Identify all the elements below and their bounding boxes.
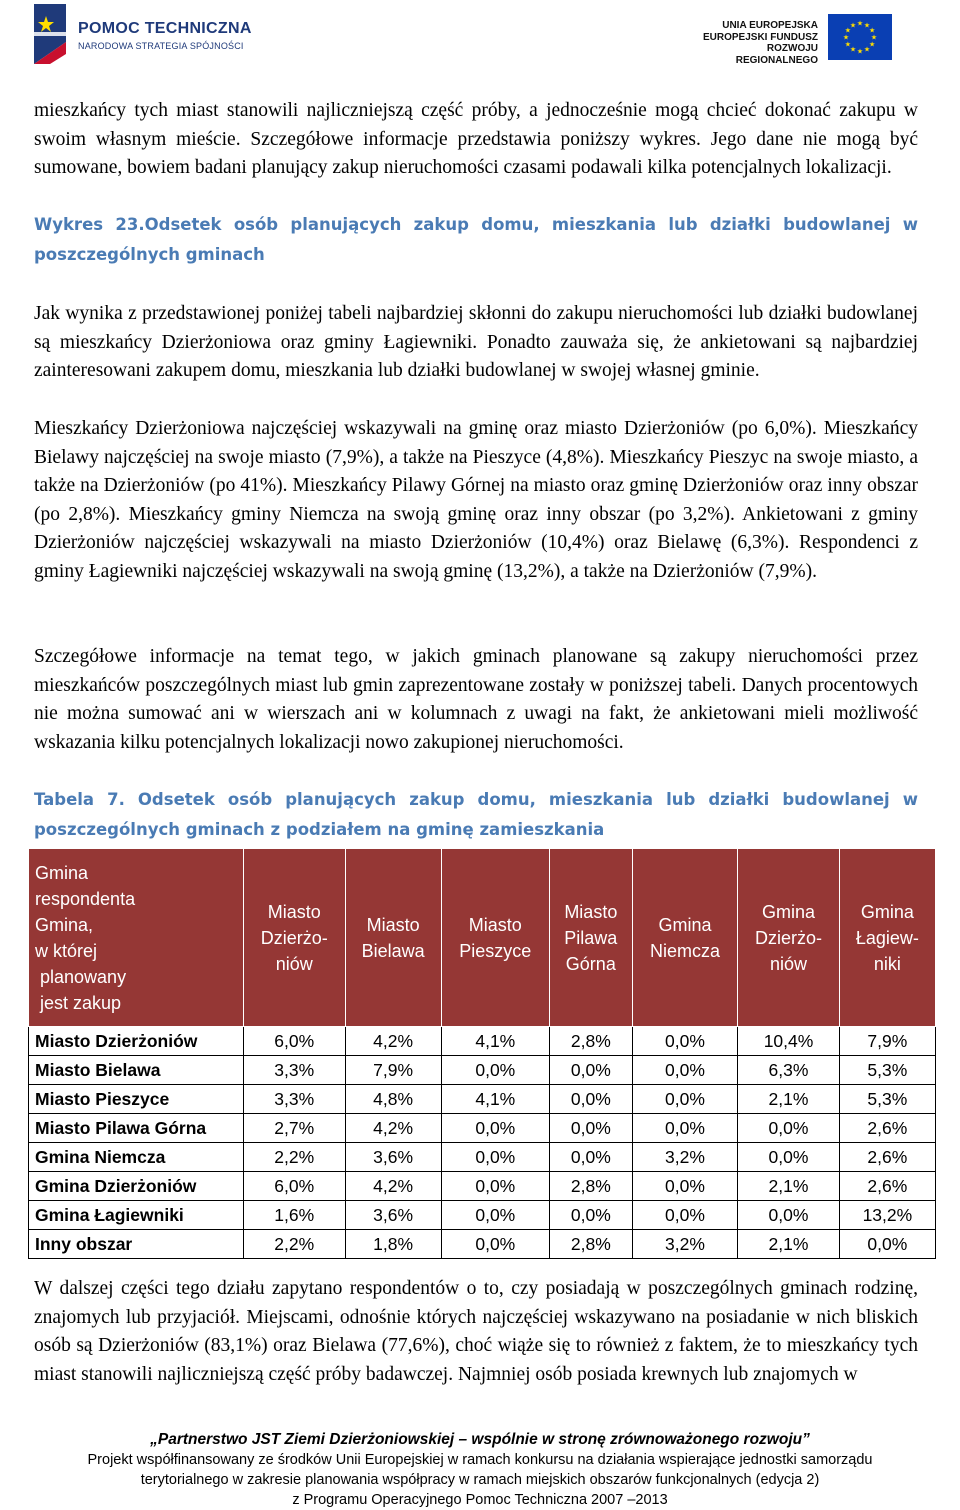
column-header: [345, 849, 441, 1027]
pomoc-techniczna-logo: [26, 2, 266, 66]
column-header: [441, 849, 549, 1027]
eu-star-icon: ★: [863, 45, 871, 54]
intro-paragraph: mieszkańcy tych miast stanowili najliczniejszą część próby, a jednocześnie mogą chcieć dokonać zakupu w swoim własnym mieście. Szczegółowe informacje przedstawia poniższy wykres. Jego dane nie mogą być sumowane, bowiem badani planujący zakup nieruchomości czasami podawali kilka potencjalnych lokalizacji.: [34, 100, 918, 178]
table-cell: 0,0%: [632, 1056, 738, 1085]
table-cell: 4,2%: [345, 1114, 441, 1143]
footer-line-4: z Programu Operacyjnego Pomoc Techniczna 2007 –2013: [292, 1492, 668, 1508]
table-cell: 2,7%: [244, 1114, 346, 1143]
data-table: [28, 848, 936, 1259]
table-cell: 0,0%: [738, 1114, 840, 1143]
table-cell: 4,2%: [345, 1027, 441, 1056]
table-cell: 4,1%: [441, 1027, 549, 1056]
eu-star-icon: ★: [870, 33, 878, 42]
table-cell: 2,2%: [244, 1143, 346, 1172]
paragraph-5: W dalszej części tego działu zapytano respondentów o to, czy posiadają w poszczególnych gminach rodzinę, znajomych lub przyjaciół. Miejscami, odnośnie których najczęściej wskazywano na posiadanie w nich bliskich osób są Dzierżoniów (83,1%) oraz Bielawa (77,6%), choć wiąże się to również z faktem, że to mieszkańcy tych miast stanowili najliczniejszą część próby badawczej. Najmniej osób posiada krewnych lub znajomych w: [34, 1278, 918, 1385]
eu-star-icon: ★: [849, 45, 857, 54]
table-cell: 0,0%: [549, 1143, 632, 1172]
paragraph-2: Jak wynika z przedstawionej poniżej tabeli najbardziej skłonni do zakupu nieruchomości lub działki budowlanej są mieszkańcy Dzierżoniowa oraz gminy Łagiewniki. Ponadto zauważa się, że ankietowani są najbardziej zainteresowani zakupem domu, mieszkania lub działki budowlanej w swojej własnej gminie.: [34, 303, 918, 381]
eu-star-icon: ★: [856, 19, 864, 28]
table-cell: 2,6%: [839, 1172, 935, 1201]
footer-line-2: Projekt współfinansowany ze środków Unii Europejskiej w ramach konkursu na działania wspierające jednostki samorządu: [87, 1452, 873, 1468]
row-label: Gmina Niemcza: [29, 1143, 244, 1172]
table-cell: 0,0%: [549, 1114, 632, 1143]
table-cell: 1,6%: [244, 1201, 346, 1230]
table-cell: 0,0%: [632, 1027, 738, 1056]
table-row: [29, 1230, 936, 1259]
table-caption: Tabela 7. Odsetek osób planujących zakup domu, mieszkania lub działki budowlanej w poszczególnych gminach z podziałem na gminę zamieszkania: [34, 790, 918, 839]
eu-star-icon: ★: [844, 40, 852, 49]
table-cell: 3,2%: [632, 1143, 738, 1172]
table-cell: 2,1%: [738, 1085, 840, 1114]
column-header-line: Łagiew-: [855, 927, 919, 948]
eu-star-icon: ★: [844, 26, 852, 35]
eu-logo-line-3: ROZWOJU REGIONALNEGO: [735, 43, 818, 66]
column-header-line: Górna: [565, 953, 616, 974]
table-cell: 13,2%: [839, 1201, 935, 1230]
table-cell: 0,0%: [549, 1085, 632, 1114]
eu-logo: [686, 14, 906, 66]
table-cell: 6,0%: [244, 1172, 346, 1201]
table-cell: 1,8%: [345, 1230, 441, 1259]
paragraph-3: Mieszkańcy Dzierżoniowa najczęściej wskazywali na gminę oraz miasto Dzierżoniów (po 6,0%). Mieszkańcy Bielawy najczęściej na swoje miasto (7,9%), a także na Pieszyce (4,8%). Mieszkańcy Pieszyc na swoje miasto, a także na Dzierżoniów (po 41%). Mieszkańcy Pilawy Górnej na miasto oraz gminę Dzierżoniów oraz inny obszar (po 2,8%). Mieszkańcy gminy Niemcza na swoją gminę oraz inny obszar (po 3,2%). Ankietowani z gminy Dzierżoniów najczęściej wskazywali na miasto Dzierżoniów (10,4%) oraz Bielawę (6,3%). Respondenci z gminy Łagiewniki najczęściej wskazywali na swoją gminę (13,2%), a także na Dzierżoniów (7,9%).: [34, 418, 918, 582]
column-header: [839, 849, 935, 1027]
table-cell: 7,9%: [345, 1056, 441, 1085]
table-cell: 7,9%: [839, 1027, 935, 1056]
eu-star-icon: ★: [849, 21, 857, 30]
table-cell: 0,0%: [632, 1172, 738, 1201]
table-row: [29, 1172, 936, 1201]
table-cell: 4,2%: [345, 1172, 441, 1201]
table-cell: 0,0%: [441, 1201, 549, 1230]
table-cell: 2,8%: [549, 1172, 632, 1201]
logo-left-title: POMOC TECHNICZNA: [78, 20, 252, 37]
row-label: Miasto Bielawa: [29, 1056, 244, 1085]
table-cell: 0,0%: [549, 1201, 632, 1230]
table-cell: 2,1%: [738, 1230, 840, 1259]
table-cell: 2,2%: [244, 1230, 346, 1259]
table-cell: 0,0%: [441, 1230, 549, 1259]
table-row: [29, 1085, 936, 1114]
column-header: [632, 849, 738, 1027]
table-cell: 0,0%: [441, 1172, 549, 1201]
corner-header-line: planowany: [35, 966, 127, 987]
table-cell: 5,3%: [839, 1085, 935, 1114]
column-header-line: niów: [275, 953, 313, 974]
eu-logo-text: [686, 20, 818, 66]
column-header-line: Dzierżo-: [754, 927, 822, 948]
row-label: Gmina Dzierżoniów: [29, 1172, 244, 1201]
table-cell: 3,2%: [632, 1230, 738, 1259]
table-header-row: [29, 849, 936, 1027]
corner-header-line: Gmina,: [35, 914, 94, 935]
column-header-line: Pilawa: [564, 927, 618, 948]
eu-star-icon: ★: [868, 40, 876, 49]
table-row: [29, 1027, 936, 1056]
corner-header-line: Gmina: [35, 862, 89, 883]
corner-header-line: respondenta: [35, 888, 136, 909]
column-header: [738, 849, 840, 1027]
eu-star-icon: ★: [842, 33, 850, 42]
table-cell: 4,8%: [345, 1085, 441, 1114]
column-header-line: Gmina: [761, 901, 815, 922]
column-header-line: Pieszyce: [459, 940, 532, 961]
paragraph-4: Szczegółowe informacje na temat tego, w jakich gminach planowane są zakupy nieruchomości przez mieszkańców poszczególnych miast lub gmin zaprezentowane zostały w poniższej tabeli. Danych procentowych nie można sumować ani w wierszach ani w kolumnach z uwagi na fakt, że ankietowani mieli możliwość wskazania kilku potencjalnych lokalizacji nowo zakupionej nieruchomości.: [34, 646, 918, 753]
column-header-line: niów: [769, 953, 808, 974]
table-cell: 2,8%: [549, 1230, 632, 1259]
table-cell: 6,3%: [738, 1056, 840, 1085]
corner-header-line: jest zakup: [35, 992, 122, 1013]
row-label: Miasto Pieszyce: [29, 1085, 244, 1114]
table-cell: 0,0%: [632, 1114, 738, 1143]
column-header-line: Gmina: [658, 914, 712, 935]
table-cell: 2,6%: [839, 1114, 935, 1143]
nss-emblem-icon: [26, 2, 74, 66]
column-header-line: Miasto: [366, 914, 420, 935]
row-label: Gmina Łagiewniki: [29, 1201, 244, 1230]
row-label: Miasto Dzierżoniów: [29, 1027, 244, 1056]
footer-line-3: terytorialnego w zakresie planowania współpracy w ramach miejskich obszarów funkcjonalnych (edycja 2): [140, 1472, 820, 1488]
column-header-line: niki: [873, 953, 901, 974]
column-header: [244, 849, 346, 1027]
table-cell: 0,0%: [738, 1201, 840, 1230]
table-cell: 0,0%: [632, 1201, 738, 1230]
table-cell: 2,8%: [549, 1027, 632, 1056]
eu-logo-line-1: UNIA EUROPEJSKA: [722, 20, 818, 31]
eu-star-icon: ★: [856, 47, 864, 56]
table-cell: 3,3%: [244, 1056, 346, 1085]
figure-caption: Wykres 23.Odsetek osób planujących zakup domu, mieszkania lub działki budowlanej w poszczególnych gminach: [34, 215, 918, 264]
corner-header: [29, 849, 244, 1027]
column-header-line: Niemcza: [649, 940, 720, 961]
table-cell: 0,0%: [441, 1114, 549, 1143]
table-cell: 0,0%: [441, 1143, 549, 1172]
corner-header-line: w której: [35, 940, 98, 961]
eu-logo-line-2: EUROPEJSKI FUNDUSZ: [702, 31, 818, 43]
column-header-line: Miasto: [564, 901, 618, 922]
column-header: [549, 849, 632, 1027]
table-cell: 2,1%: [738, 1172, 840, 1201]
eu-star-icon: ★: [868, 26, 876, 35]
row-label: Miasto Pilawa Górna: [29, 1114, 244, 1143]
table-cell: 3,6%: [345, 1143, 441, 1172]
eu-flag-icon: [828, 14, 892, 60]
row-label: Inny obszar: [29, 1230, 244, 1259]
table-row: [29, 1114, 936, 1143]
table-cell: 3,3%: [244, 1085, 346, 1114]
table-cell: 3,6%: [345, 1201, 441, 1230]
table-cell: 2,6%: [839, 1143, 935, 1172]
table-row: [29, 1201, 936, 1230]
column-header-line: Miasto: [468, 914, 522, 935]
table-cell: 0,0%: [839, 1230, 935, 1259]
column-header-line: Gmina: [860, 901, 914, 922]
table-cell: 5,3%: [839, 1056, 935, 1085]
table-cell: 0,0%: [549, 1056, 632, 1085]
eu-star-icon: ★: [863, 21, 871, 30]
page-footer: [0, 1430, 960, 1510]
table-cell: 4,1%: [441, 1085, 549, 1114]
page-header: [0, 0, 960, 70]
table-cell: 0,0%: [632, 1085, 738, 1114]
table-cell: 10,4%: [738, 1027, 840, 1056]
table-cell: 6,0%: [244, 1027, 346, 1056]
footer-project-title: „Partnerstwo JST Ziemi Dzierżoniowskiej – wspólnie w stronę zrównoważonego rozwoju”: [150, 1431, 810, 1448]
table-row: [29, 1056, 936, 1085]
column-header-line: Bielawa: [361, 940, 425, 961]
table-row: [29, 1143, 936, 1172]
column-header-line: Miasto: [267, 901, 321, 922]
table-cell: 0,0%: [738, 1143, 840, 1172]
column-header-line: Dzierżo-: [260, 927, 328, 948]
table-cell: 0,0%: [441, 1056, 549, 1085]
logo-left-subtitle: NARODOWA STRATEGIA SPÓJNOŚCI: [78, 41, 244, 51]
